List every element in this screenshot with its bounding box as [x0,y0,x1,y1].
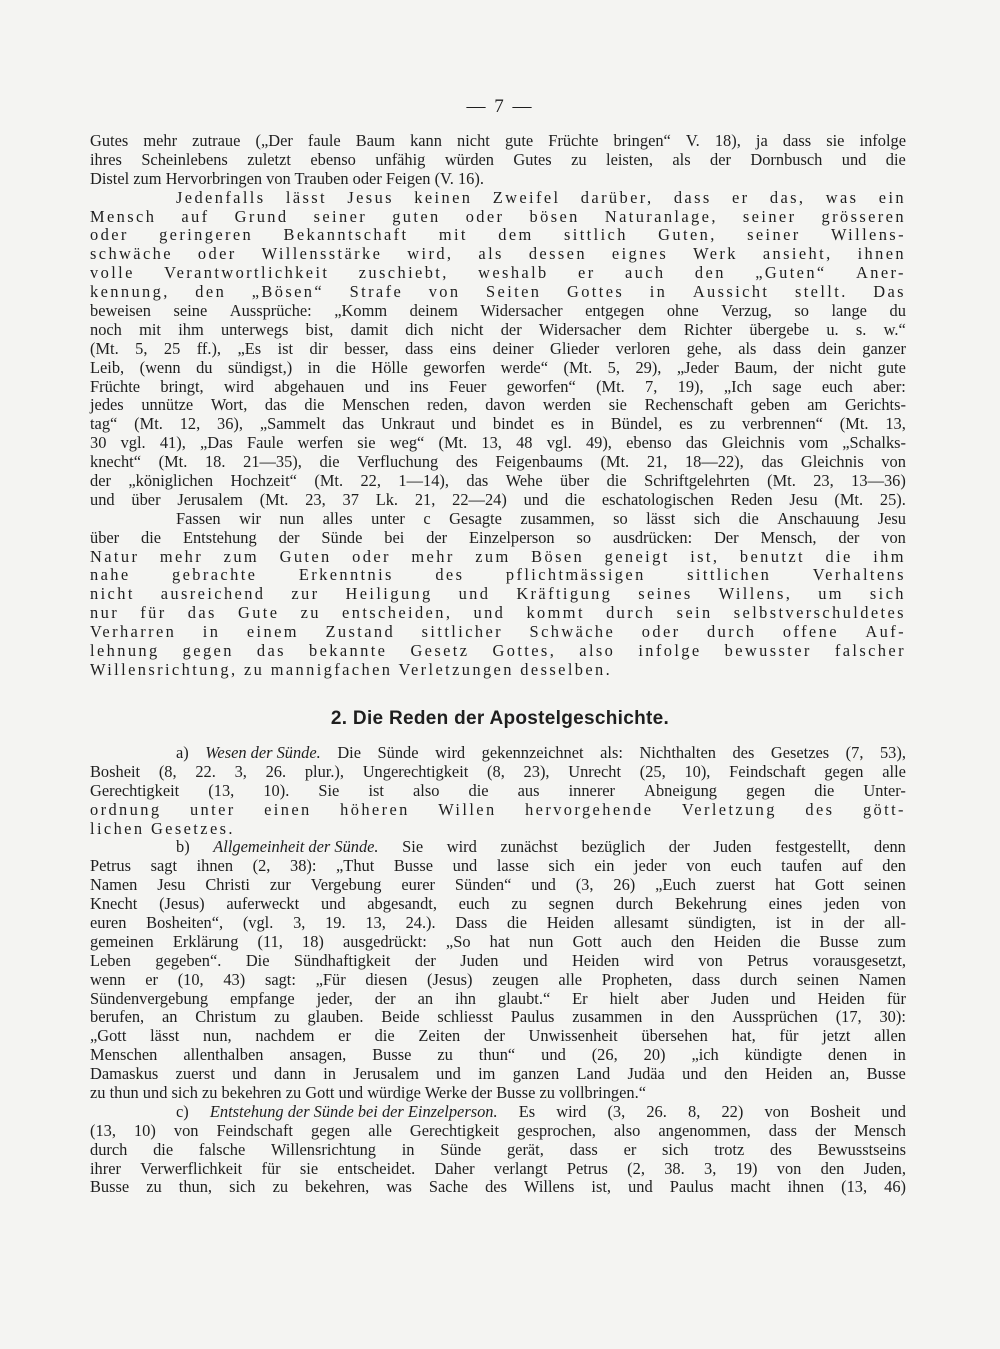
text-line: Busse zu thun, sich zu bekehren, was Sache des Willens ist, und Paulus macht ihnen (13, 46) [90,1177,906,1197]
text-line: Menschen allenthalben ansagen, Busse zu thun“ und (26, 20) „ich kündigte denen in [90,1045,906,1065]
text-line: schwäche oder Willensstärke wird, als dessen eignes Werk ansieht, ihnen [90,244,906,264]
text-line: knecht“ (Mt. 18. 21—35), die Verfluchung des Feigenbaums (Mt. 21, 18—22), das Gleichnis von [90,452,906,472]
text-line: kennung, den „Bösen“ Strafe von Seiten Gottes in Aussicht stellt. Das [90,282,906,302]
text-line: ihrer Verwerflichkeit für sie entscheidet. Daher verlangt Petrus (2, 38. 3, 19) von den Juden, [90,1158,906,1178]
body-text-upper [90,132,906,680]
text-line: euren Bosheiten“, (vgl. 3, 19. 13, 24.). Dass die Heiden allesamt sündigten, ist in der all- [90,913,906,933]
text-line: noch mit ihm unterwegs bist, damit dich nicht der Widersacher dem Richter übergebe u. s. w.“ [90,319,906,339]
text-line: Leben gegeben“. Die Sündhaftigkeit der Juden und Heiden wird von Petrus vorausgesetzt, [90,950,906,970]
text-line: (Mt. 5, 25 ff.), „Es ist dir besser, dass eins deiner Glieder verloren gehe, als dass dein ganzer [90,338,906,358]
text-line: wenn er (10, 43) sagt: „Für diesen (Jesus) zeugen alle Propheten, dass durch seinen Namen [90,969,906,989]
text-line: nahe gebrachte Erkenntnis des pflichtmässigen sittlichen Verhaltens [90,565,906,585]
text-line: a) Wesen der Sünde. Die Sünde wird gekennzeichnet als: Nichthalten des Gesetzes (7, 53), [176,743,906,762]
text-line: 30 vgl. 41), „Das Faule werfen sie weg“ (Mt. 13, 48 vgl. 49), ebenso das Gleichnis vom „Schalks- [90,433,906,453]
text-line: Gutes mehr zutraue („Der faule Baum kann nicht gute Früchte bringen“ V. 18), ja dass sie infolge [90,131,906,150]
text-line: lichen Gesetzes. [90,818,235,838]
text-line: Gerechtigkeit (13, 10). Sie ist also die aus innerer Abneigung gegen die Unter- [90,780,906,800]
text-line: Distel zum Hervorbringen von Trauben oder Feigen (V. 16). [90,168,484,188]
text-line: c) Entstehung der Sünde bei der Einzelperson. Es wird (3, 26. 8, 22) von Bosheit und [176,1101,906,1121]
text-line: volle Verantwortlichkeit zuschiebt, weshalb er auch den „Guten“ Aner- [90,263,906,283]
page-number: — 7 — [466,96,534,117]
text-line: zu thun und sich zu bekehren zu Gott und würdige Werke der Busse zu vollbringen.“ [90,1083,646,1103]
section-heading: 2. Die Reden der Apostelgeschichte. [330,708,670,729]
text-line: Natur mehr zum Guten oder mehr zum Bösen geneigt ist, benutzt die ihm [90,546,906,566]
text-line: ordnung unter einen höheren Willen hervorgehende Verletzung des gött- [90,799,906,819]
text-line: Früchte bringt, wird abgehauen und ins Feuer geworfen“ (Mt. 7, 19), „Ich sage euch aber: [90,376,906,396]
body-text-lower [90,744,906,1197]
text-line: und über Jerusalem (Mt. 23, 37 Lk. 21, 22—24) und die eschatologischen Reden Jesu (Mt. 25). [90,489,906,509]
text-line: Namen Jesu Christi zur Vergebung eurer Sünden“ und (3, 26) „Euch zuerst hat Gott seinen [90,875,906,895]
text-line: Sündenvergebung empfange jeder, der an ihn glaubt.“ Er hielt aber Juden und Heiden für [90,988,906,1008]
text-line: Fassen wir nun alles unter c Gesagte zusammen, so lässt sich die Anschauung Jesu [176,508,906,528]
text-line: der „königlichen Hochzeit“ (Mt. 22, 1—14), das Wehe über die Schriftgelehrten (Mt. 23, 13—36) [90,471,906,491]
text-line: tag“ (Mt. 12, 36), „Sammelt das Unkraut und bindet es in Bündel, es zu verbrennen“ (Mt. 13, [90,414,906,434]
text-line: nicht ausreichend zur Heiligung und Kräftigung seines Willens, um sich [90,584,906,604]
text-line: Leib, (wenn du sündigst,) in die Hölle geworfen werde“ (Mt. 5, 29), „Jeder Baum, der nicht gute [90,357,906,377]
text-line: über die Entstehung der Sünde bei der Einzelperson so ausdrücken: Der Mensch, der von [90,527,906,547]
text-line: beweisen seine Aussprüche: „Komm deinem Widersacher entgegen ohne Verzug, so lange du [90,301,906,321]
text-line: oder geringeren Bekanntschaft mit dem sittlich Guten, seiner Willens- [90,225,906,245]
text-line: durch die falsche Willensrichtung in Sünde gerät, dass er sich trotz des Bewusstseins [90,1139,906,1159]
text-line: b) Allgemeinheit der Sünde. Sie wird zunächst bezüglich der Juden festgestellt, denn [176,837,906,857]
text-line: Verharren in einem Zustand sittlicher Schwäche oder durch offene Auf- [90,622,906,642]
text-line: Petrus sagt ihnen (2, 38): „Thut Busse und lasse sich ein jeder von euch taufen auf den [90,856,906,876]
text-line: Bosheit (8, 22. 3, 26. plur.), Ungerechtigkeit (8, 23), Unrecht (25, 10), Feindschaft gegen alle [90,761,906,781]
text-line: jedes unnütze Wort, das die Menschen reden, davon werden sie Rechenschaft geben am Gerichts- [90,395,906,415]
text-line: „Gott lässt nun, nachdem er die Zeiten der Unwissenheit übersehen hat, für jetzt allen [90,1026,906,1046]
text-line: Knecht (Jesus) auferweckt und abgesandt, euch zu segnen durch Bekehrung eines jeden von [90,894,906,914]
text-line: nur für das Gute zu entscheiden, und kommt durch sein selbstverschuldetes [90,603,906,623]
text-line: Jedenfalls lässt Jesus keinen Zweifel darüber, dass er das, was ein [176,187,906,207]
text-line: (13, 10) von Feindschaft gegen alle Gerechtigkeit gesprochen, also angenommen, dass der Mensch [90,1120,906,1140]
text-line: gemeinen Erklärung (11, 18) ausgedrückt: „So hat nun Gott auch den Heiden die Busse zum [90,931,906,951]
text-line: ihres Scheinlebens zuletzt ebenso unfähig würden Gutes zu leisten, als der Dornbusch und die [90,149,906,169]
text-line: Mensch auf Grund seiner guten oder bösen Naturanlage, seiner grösseren [90,206,906,226]
text-line: berufen, an Christum zu glauben. Beide schliesst Paulus zusammen in den Aussprüchen (17, 30): [90,1007,906,1027]
text-line: Damaskus zuerst und dann in Jerusalem und im ganzen Land Judäa und den Heiden an, Busse [90,1064,906,1084]
text-line: Willensrichtung, zu mannigfachen Verletzungen desselben. [90,659,613,679]
text-line: lehnung gegen das bekannte Gesetz Gottes, also infolge bewusster falscher [90,641,906,661]
